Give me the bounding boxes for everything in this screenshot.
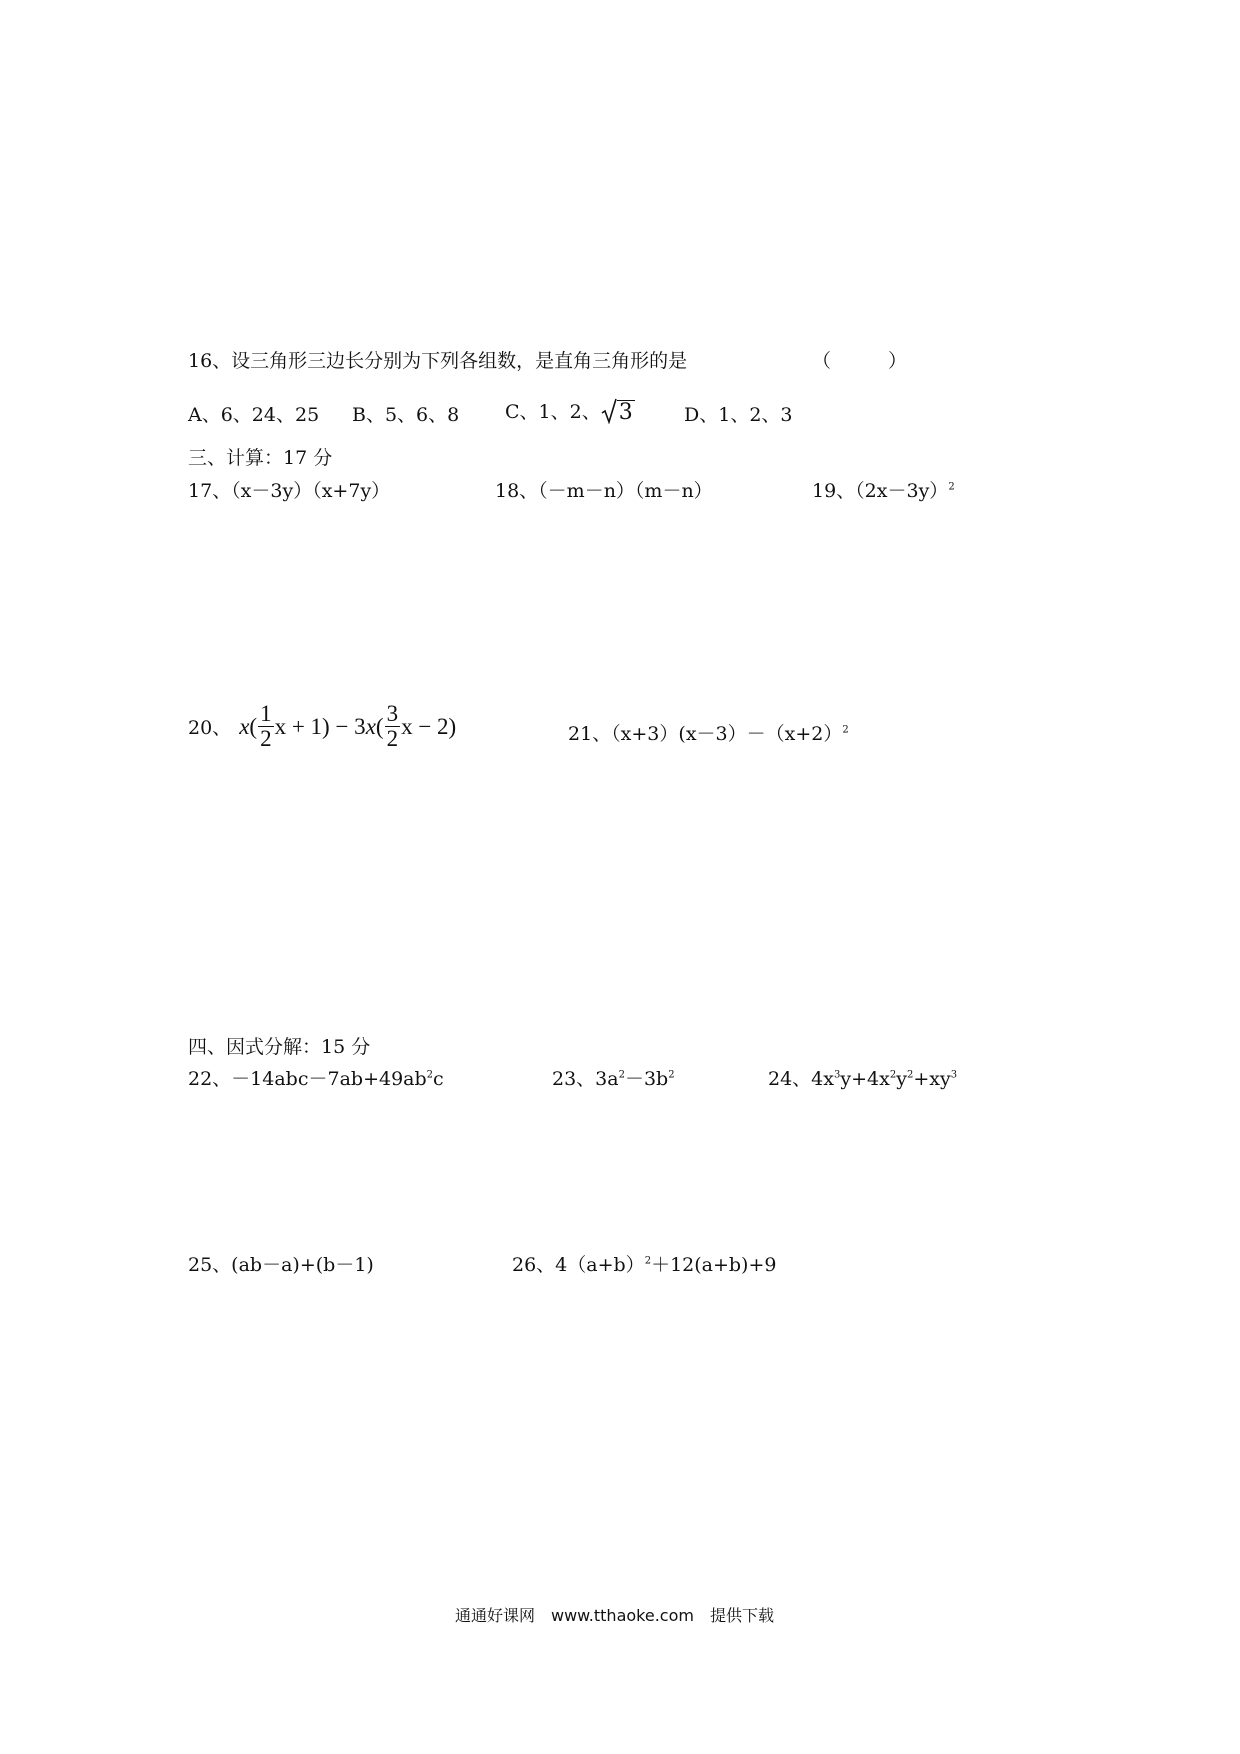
q25: 25、(ab－a)+(b－1): [188, 1254, 374, 1276]
q16-option-c: [505, 398, 635, 424]
q20-fraction-2: $\frac{3}{2}$: [386, 701, 399, 752]
q16-option-c-prefix: C、1、2、: [505, 401, 601, 423]
q19: 19、$(2x-3y)^2$: [812, 480, 955, 502]
q20-label: 20、: [188, 717, 232, 740]
q26: 26、$4(a+b)^2+12(a+b)+9$: [512, 1254, 777, 1276]
q19-exponent: 2: [948, 481, 955, 493]
q24: 24、$4x^3y+4x^2y^2+xy^3$: [768, 1068, 958, 1090]
q16-stem-text: 16、设三角形三边长分别为下列各组数，是直角三角形的是: [188, 350, 688, 372]
q16-answer-paren: （ ）: [812, 350, 908, 372]
q20-middle: x + 1) − 3: [274, 713, 366, 739]
q22: 22、$-14abc-7ab+49ab^2c$: [188, 1068, 444, 1090]
q16-option-b: B、5、6、8: [352, 404, 460, 426]
q20-tail: x − 2): [401, 713, 457, 739]
q20-var-x: x: [239, 713, 250, 739]
q18: 18、（－m－n）（m－n）: [495, 480, 713, 502]
q20-var-x-2: x: [365, 713, 376, 739]
q23: 23、$3a^2-3b^2$: [552, 1068, 675, 1090]
page-footer: 通通好课网 www.tthaoke.com 提供下载: [455, 1606, 774, 1625]
q16-option-a: A、6、24、25: [188, 404, 320, 426]
q17: 17、（x－3y）（x+7y）: [188, 480, 391, 502]
q21: 21、$(x+3)(x-3)-(x+2)^2$: [568, 723, 849, 745]
q16-option-c-radicand: 3: [618, 399, 633, 425]
q20: 20、 x ( $\frac{1}{2}$ x + 1) − 3 x ( $\frac{3}{2}$ x − 2): [188, 701, 457, 752]
q20-fraction-1: $\frac{1}{2}$: [260, 701, 272, 752]
section-4-title: 四、因式分解：15 分: [188, 1036, 371, 1058]
radical-sign-icon: [601, 398, 617, 424]
q16-option-d: D、1、2、3: [684, 404, 793, 426]
sqrt-symbol: [601, 398, 635, 424]
q16-stem: [188, 352, 687, 371]
q21-exponent: 2: [842, 724, 849, 736]
section-3-title: 三、计算：17 分: [188, 447, 333, 469]
